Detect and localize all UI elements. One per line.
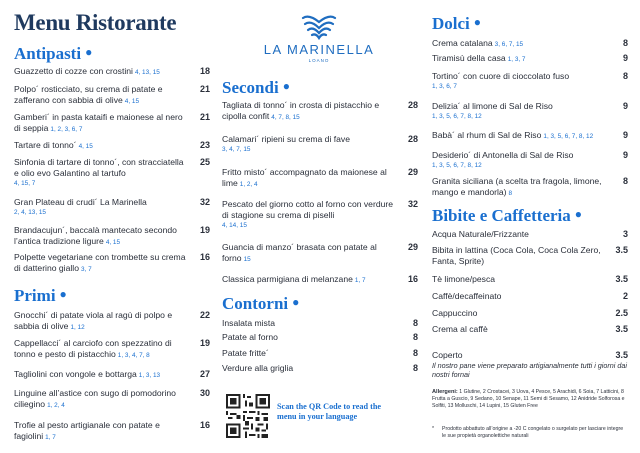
menu-item: Tagliata di tonno´ in crosta di pistacchio e cipolla confit 4, 7, 8, 15 28 — [222, 100, 418, 121]
allergens-legend — [432, 389, 628, 410]
menu-item: Delizia´ al limone di Sal de Riso 1, 3, 5, 6, 7, 8, 12 9 — [432, 101, 628, 120]
section-dolci: Dolci ● — [432, 14, 482, 33]
menu-item: Cappuccino 2.5 — [432, 308, 628, 318]
section-contorni: Contorni ● — [222, 294, 300, 313]
menu-item: Linguine all’astice con sugo di pomodorino ciliegino 1, 2, 4 30 — [14, 388, 210, 409]
logo-name: LA MARINELLA — [263, 42, 375, 57]
menu-item: Polpette vegetariane con trombette su crema di datterino giallo 3, 7 16 — [14, 252, 210, 273]
allergens-label: Allergeni: — [432, 389, 458, 395]
menu-item: Acqua Naturale/Frizzante 3 — [432, 229, 628, 239]
menu-item: Tiramisù della casa 1, 3, 7 9 — [432, 53, 628, 63]
allergens-list: 1 Glutine, 2 Crostacei, 3 Uova, 4 Pesce, 5 Arachidi, 6 Soia, 7 Latticini, 8 Frutta a Guscio, 9 Sedano, 10 Senape, 11 Semi di Sesamo, 12 Anidride Solforosa e Solfiti, 13 Molluschi, 14 Lupini, 15 Gluten Free — [432, 389, 625, 409]
menu-item: Guazzetto di cozze con crostini 4, 13, 15 18 — [14, 66, 210, 76]
waves-logo-icon — [299, 14, 339, 40]
menu-item: Trofie al pesto artigianale con patate e fagiolini 1, 7 16 — [14, 420, 210, 441]
menu-item: Fritto misto´ accompagnato da maionese al lime 1, 2, 4 29 — [222, 167, 418, 188]
menu-item: Tartare di tonno´ 4, 15 23 — [14, 140, 210, 150]
menu-item: Pescato del giorno cotto al forno con verdure di stagione su crema di piselli 4, 14, 15 32 — [222, 199, 418, 229]
menu-item: Gnocchi´ di patate viola al ragù di polpo e sabbia di olive 1, 12 22 — [14, 310, 210, 331]
menu-item: Bibita in lattina (Coca Cola, Coca Cola Zero, Fanta, Sprite) 3.5 — [432, 245, 628, 266]
menu-item: Crema catalana 3, 6, 7, 15 8 — [432, 38, 628, 48]
section-primi: Primi ● — [14, 286, 67, 305]
menu-item: Tagliolini con vongole e bottarga 1, 3, 13 27 — [14, 369, 210, 379]
menu-item: Patate fritte´ 8 — [222, 348, 418, 358]
section-bibite: Bibite e Caffetteria ● — [432, 206, 583, 225]
menu-item: Cappellacci´ al carciofo con spezzatino di tonno e pesto di pistacchio 1, 3, 4, 7, 8 19 — [14, 338, 210, 359]
menu-item: Brandacujun´, baccalà mantecato secondo l’antica tradizione ligure 4, 15 19 — [14, 225, 210, 246]
restaurant-logo — [255, 14, 383, 63]
menu-item: Crema al caffè 3.5 — [432, 324, 628, 334]
menu-item-coperto: Coperto 3.5 — [432, 350, 628, 360]
frozen-footnote: * Prodotto abbattuto all’origine a -20 C congelato o surgelato per lasciare integre le sue propietà organolettiche naturali — [432, 426, 624, 439]
menu-item: Polpo´ rosticciato, su crema di patate e zafferano con sabbia di olive 4, 15 21 — [14, 84, 210, 105]
menu-item: Guancia di manzo´ brasata con patate al forno 15 29 — [222, 242, 418, 263]
menu-item: Tè limone/pesca 3.5 — [432, 274, 628, 284]
section-antipasti: Antipasti ● — [14, 44, 93, 63]
section-secondi: Secondi ● — [222, 78, 290, 97]
footnote-mark: * — [432, 426, 435, 432]
menu-item: Babà´ al rhum di Sal de Riso 1, 3, 5, 6, 7, 8, 12 9 — [432, 130, 628, 140]
menu-item: Granita siciliana (a scelta tra fragola, limone, mango e mandorla) 8 8 — [432, 176, 628, 197]
qr-instructions: Scan the QR Code to read the menu in your language — [277, 402, 382, 421]
menu-item: Gran Plateau di crudi´ La Marinella 2, 4, 13, 15 32 — [14, 197, 210, 216]
page-title: Menu Ristorante — [14, 10, 177, 35]
bread-note: Il nostro pane viene preparato artigianalmente tutti i giorni dai nostri fornai — [432, 361, 627, 379]
menu-item: Desiderio´ di Antonella di Sal de Riso 1, 3, 5, 6, 7, 8, 12 9 — [432, 150, 628, 169]
menu-item: Insalata mista 8 — [222, 318, 418, 328]
menu-item: Verdure alla griglia 8 — [222, 363, 418, 373]
menu-item: Calamari´ ripieni su crema di fave 3, 4, 7, 15 28 — [222, 134, 418, 153]
menu-item: Patate al forno 8 — [222, 332, 418, 342]
menu-item: Gamberi´ in pasta kataifi e maionese al nero di seppia 1, 2, 3, 6, 7 21 — [14, 112, 210, 133]
menu-item: Classica parmigiana di melanzane 1, 7 16 — [222, 274, 418, 284]
menu-item: Tortino´ con cuore di cioccolato fuso 1, 3, 6, 7 8 — [432, 71, 628, 90]
logo-subtitle: LOANO — [308, 58, 330, 63]
qr-code-icon[interactable] — [226, 394, 270, 438]
menu-item: Caffè/decaffeinato 2 — [432, 291, 628, 301]
menu-item: Sinfonia di tartare di tonno´, con stracciatella e olio evo Galantino al tartufo 4, 15, 7 25 — [14, 157, 210, 187]
